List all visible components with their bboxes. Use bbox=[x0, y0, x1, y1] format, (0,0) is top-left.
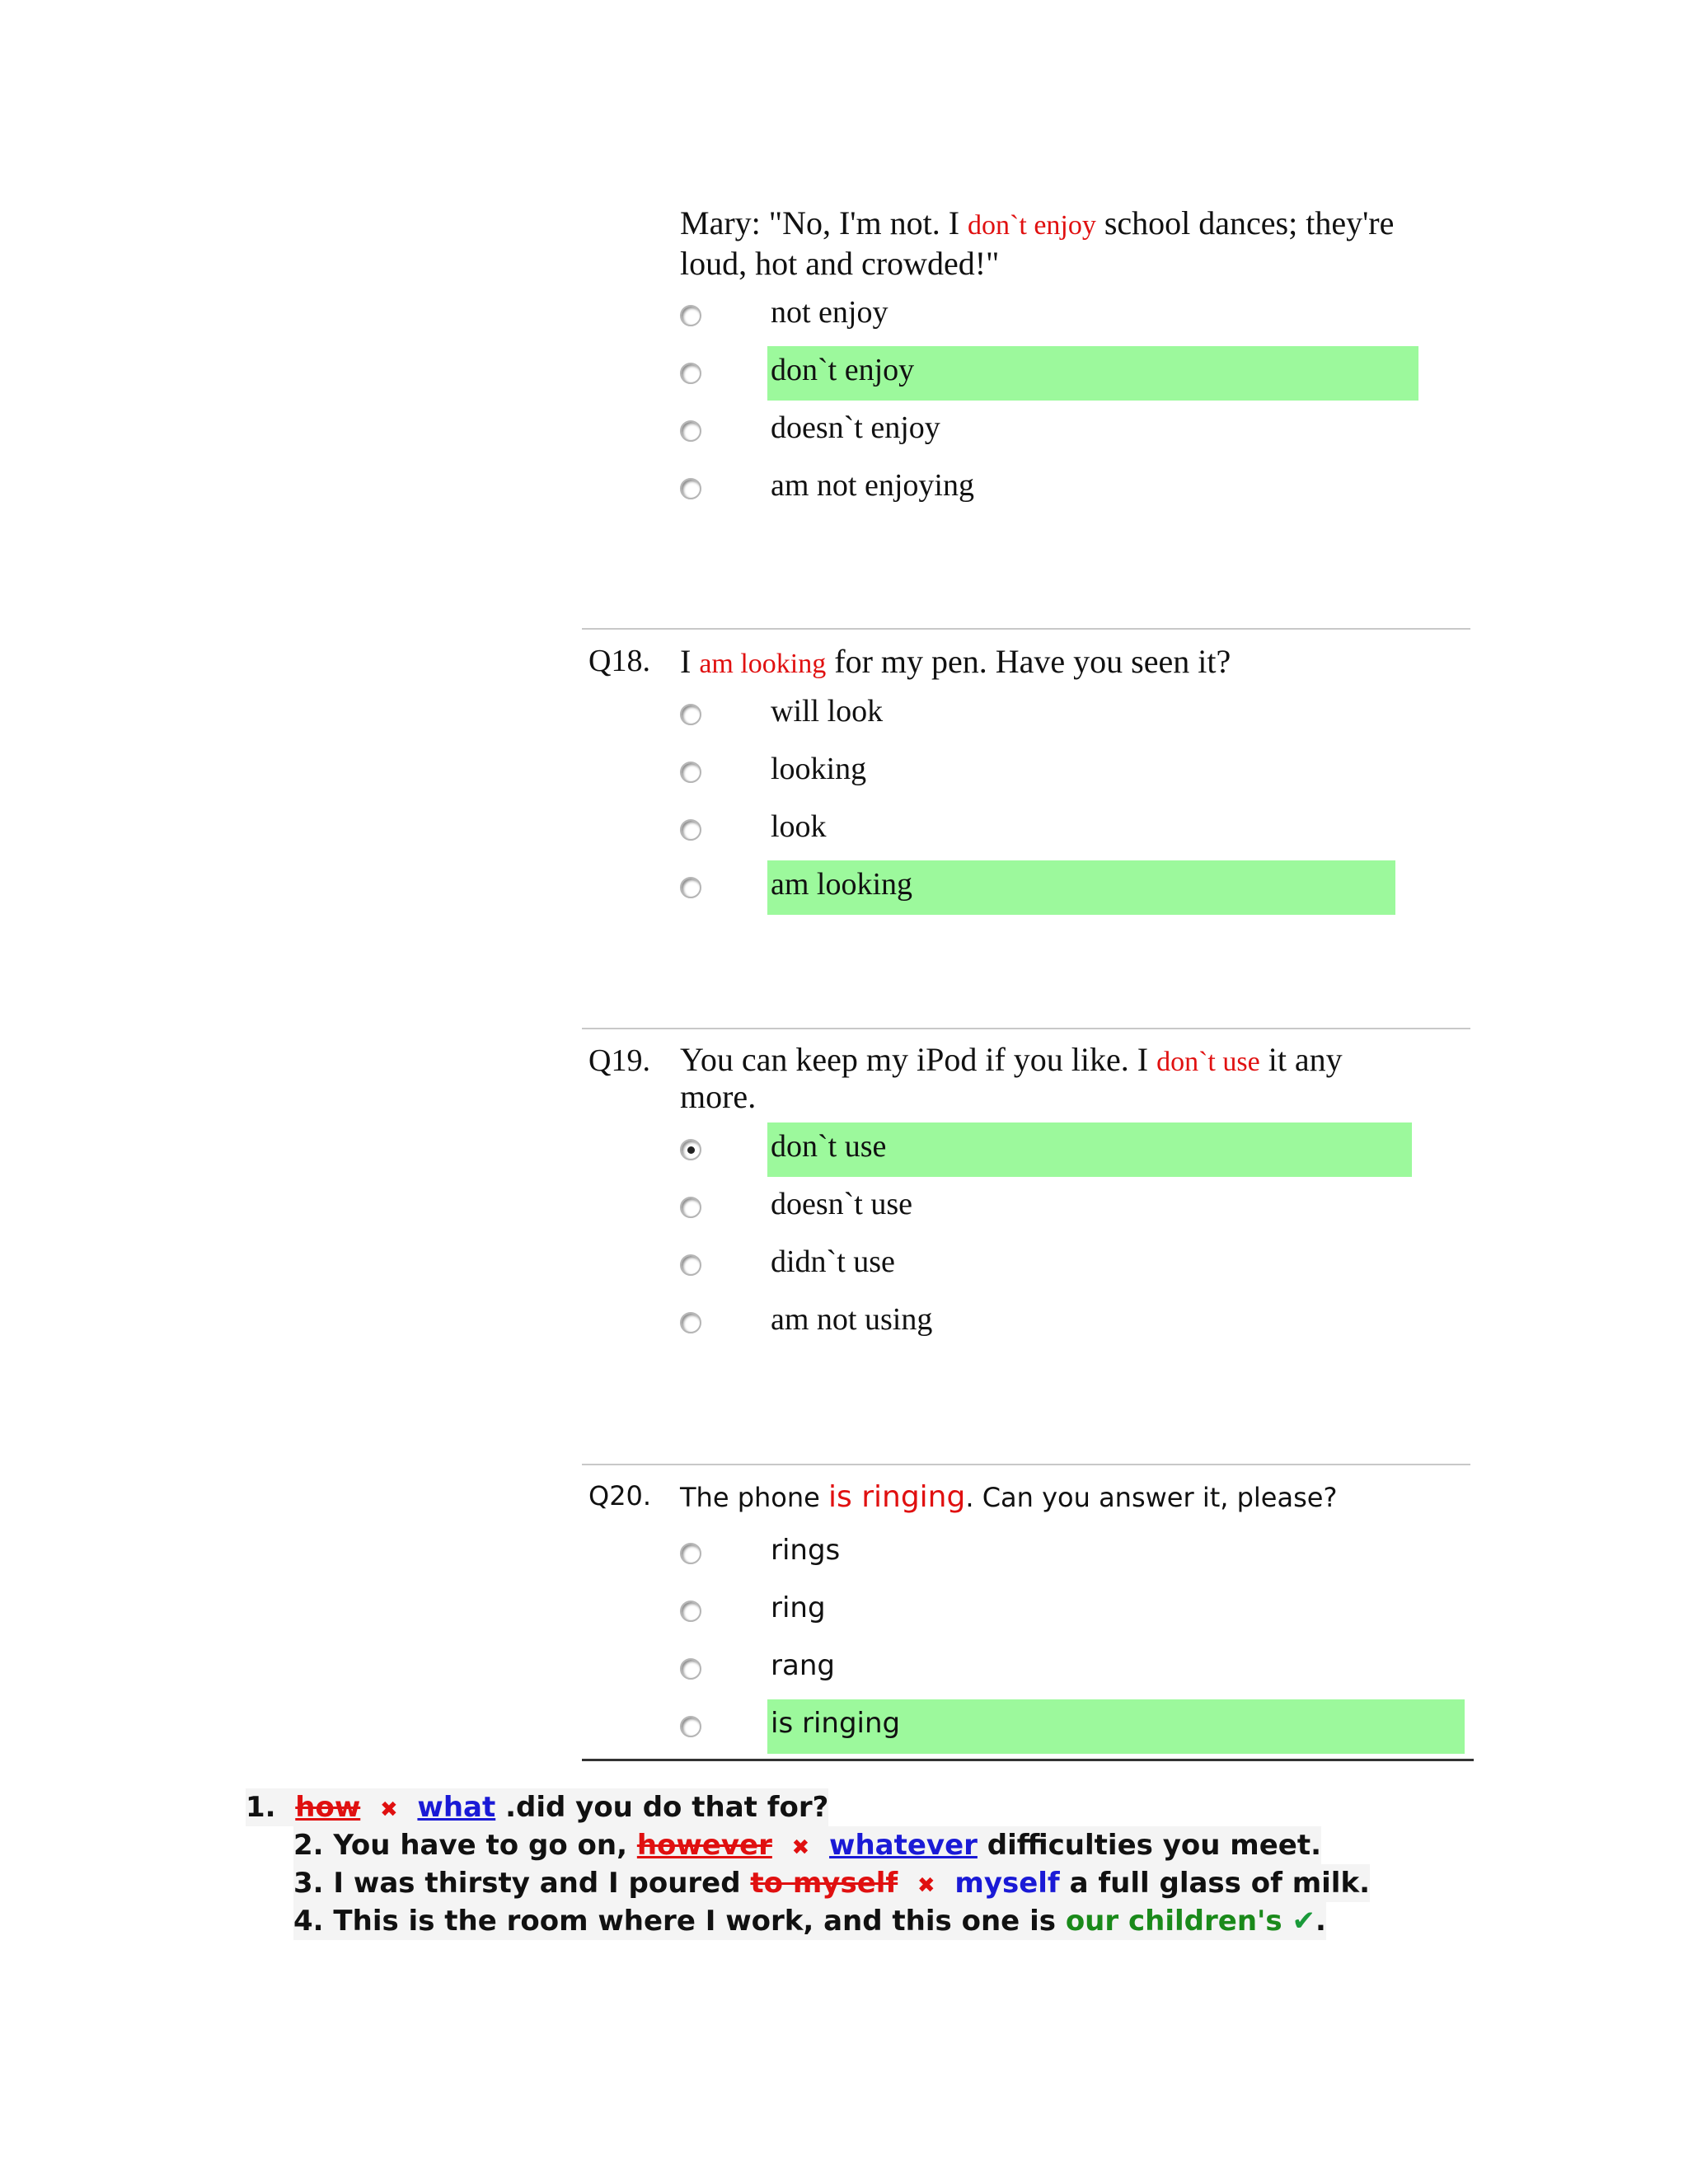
radio-button[interactable] bbox=[680, 704, 701, 725]
radio-button[interactable] bbox=[680, 1658, 701, 1680]
q20-highlight: is ringing bbox=[828, 1480, 966, 1514]
q18-highlight: am looking bbox=[699, 649, 827, 679]
cross-icon: ✖ bbox=[917, 1873, 935, 1898]
wrong-answer: however bbox=[636, 1829, 772, 1862]
q17-question-text: Mary: "No, I'm not. I don`t enjoy school dances; they're loud, hot and crowded!" bbox=[680, 204, 1395, 282]
q20-question-text: The phone is ringing. Can you answer it, please? bbox=[680, 1480, 1338, 1514]
q17-highlight: don`t enjoy bbox=[968, 210, 1096, 241]
list-item: 2. You have to go on, however ✖ whatever difficulties you meet. bbox=[293, 1826, 1321, 1864]
divider bbox=[582, 1028, 1470, 1029]
radio-button[interactable] bbox=[680, 1197, 701, 1218]
correct-answer: our children's bbox=[1065, 1905, 1282, 1938]
divider bbox=[582, 628, 1470, 630]
q18-number: Q18. bbox=[588, 644, 650, 678]
cross-icon: ✖ bbox=[379, 1797, 398, 1822]
q20-number: Q20. bbox=[588, 1480, 652, 1511]
cross-icon: ✖ bbox=[791, 1835, 810, 1860]
radio-button[interactable] bbox=[680, 1254, 701, 1276]
radio-button[interactable] bbox=[680, 420, 701, 442]
radio-button[interactable] bbox=[680, 305, 701, 326]
radio-button[interactable] bbox=[680, 762, 701, 783]
radio-button[interactable] bbox=[680, 363, 701, 384]
q18-question-text: I am looking for my pen. Have you seen it? bbox=[680, 643, 1231, 680]
radio-button[interactable] bbox=[680, 877, 701, 898]
radio-button[interactable] bbox=[680, 1716, 701, 1737]
q19-highlight: don`t use bbox=[1156, 1047, 1260, 1077]
radio-button[interactable] bbox=[680, 1601, 701, 1622]
list-item: 3. I was thirsty and I poured to myself ✖ myself a full glass of milk. bbox=[293, 1864, 1370, 1902]
radio-button-selected[interactable] bbox=[680, 1139, 701, 1160]
q19-number: Q19. bbox=[588, 1043, 650, 1078]
correct-answer: am looking bbox=[767, 860, 1395, 915]
radio-button[interactable] bbox=[680, 478, 701, 499]
correct-answer: don`t use bbox=[767, 1122, 1412, 1177]
check-icon: ✔ bbox=[1292, 1905, 1316, 1938]
correct-answer: don`t enjoy bbox=[767, 346, 1418, 401]
correct-answer: myself bbox=[954, 1867, 1060, 1900]
radio-button[interactable] bbox=[680, 819, 701, 841]
wrong-answer: to myself bbox=[750, 1867, 898, 1900]
correct-answer: what bbox=[417, 1791, 496, 1824]
q19-question-text: You can keep my iPod if you like. I don`t use it any more. bbox=[680, 1041, 1343, 1115]
divider bbox=[582, 1464, 1470, 1465]
radio-button[interactable] bbox=[680, 1543, 701, 1564]
correct-answer: is ringing bbox=[767, 1699, 1465, 1754]
correct-answer: whatever bbox=[829, 1829, 978, 1862]
list-item: 4. This is the room where I work, and this one is our children's ✔. bbox=[293, 1902, 1326, 1940]
wrong-answer: how bbox=[295, 1791, 361, 1824]
list-item: 1. how ✖ what .did you do that for? bbox=[246, 1788, 828, 1826]
radio-button[interactable] bbox=[680, 1312, 701, 1333]
divider bbox=[582, 1759, 1474, 1761]
